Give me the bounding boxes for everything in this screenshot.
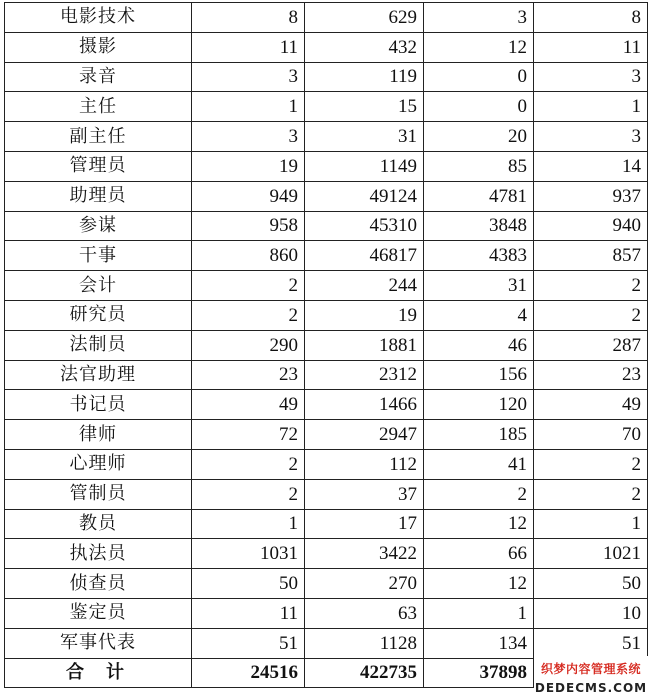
value-cell-c4: 8 — [534, 3, 648, 33]
table-row — [5, 539, 648, 569]
row-label-cell: 律师 — [5, 420, 192, 450]
value-cell-c1: 8 — [192, 3, 305, 33]
value-cell-c3: 46 — [424, 330, 534, 360]
value-cell-c1: 50 — [192, 569, 305, 599]
table-row — [5, 211, 648, 241]
value-cell-c4: 11 — [534, 32, 648, 62]
row-label-cell: 管理员 — [5, 151, 192, 181]
table-row — [5, 330, 648, 360]
value-cell-c4: 70 — [534, 420, 648, 450]
value-cell-c4: 937 — [534, 181, 648, 211]
value-cell-c2: 119 — [305, 62, 424, 92]
row-label-cell: 会计 — [5, 271, 192, 301]
table-row — [5, 449, 648, 479]
table-row — [5, 181, 648, 211]
value-cell-c3: 134 — [424, 628, 534, 658]
value-cell-c1: 2 — [192, 271, 305, 301]
value-cell-c1: 2 — [192, 449, 305, 479]
row-label-cell: 法官助理 — [5, 360, 192, 390]
table-row — [5, 509, 648, 539]
value-cell-c2: 46817 — [305, 241, 424, 271]
value-cell-c3: 4383 — [424, 241, 534, 271]
table-row — [5, 32, 648, 62]
row-label-cell: 军事代表 — [5, 628, 192, 658]
value-cell-c1: 11 — [192, 32, 305, 62]
value-cell-c4: 857 — [534, 241, 648, 271]
value-cell-c3: 185 — [424, 420, 534, 450]
value-cell-c3: 1 — [424, 598, 534, 628]
value-cell-c2: 112 — [305, 449, 424, 479]
row-label-cell: 侦查员 — [5, 569, 192, 599]
value-cell-c3: 4 — [424, 300, 534, 330]
value-cell-c2: 432 — [305, 32, 424, 62]
table-body — [5, 3, 648, 688]
row-label-cell: 教员 — [5, 509, 192, 539]
value-cell-c1: 51 — [192, 628, 305, 658]
row-label-cell: 鉴定员 — [5, 598, 192, 628]
table-row — [5, 360, 648, 390]
value-cell-c2: 37 — [305, 479, 424, 509]
value-cell-c2: 1128 — [305, 628, 424, 658]
value-cell-c4: 1021 — [534, 539, 648, 569]
table-row — [5, 390, 648, 420]
value-cell-c4: 287 — [534, 330, 648, 360]
value-cell-c3: 120 — [424, 390, 534, 420]
value-cell-c4: 3 — [534, 62, 648, 92]
value-cell-c3: 20 — [424, 122, 534, 152]
watermark-logo — [534, 656, 648, 696]
table-row — [5, 122, 648, 152]
value-cell-c1: 1 — [192, 509, 305, 539]
value-cell-c3: 66 — [424, 539, 534, 569]
value-cell-c1: 860 — [192, 241, 305, 271]
value-cell-c3: 3 — [424, 3, 534, 33]
value-cell-c4: 1 — [534, 509, 648, 539]
row-label-cell: 录音 — [5, 62, 192, 92]
value-cell-c2: 629 — [305, 3, 424, 33]
value-cell-c3: 0 — [424, 62, 534, 92]
value-cell-c4: 10 — [534, 598, 648, 628]
value-cell-c3: 12 — [424, 32, 534, 62]
value-cell-c2: 45310 — [305, 211, 424, 241]
value-cell-c3: 3848 — [424, 211, 534, 241]
value-cell-c2: 1466 — [305, 390, 424, 420]
value-cell-c2: 19 — [305, 300, 424, 330]
value-cell-c1: 958 — [192, 211, 305, 241]
value-cell-c1: 3 — [192, 122, 305, 152]
value-cell-c4: 2 — [534, 271, 648, 301]
value-cell-c1: 2 — [192, 300, 305, 330]
value-cell-c1: 23 — [192, 360, 305, 390]
watermark-line2: DEDECMS.COM — [534, 681, 648, 695]
value-cell-c2: 270 — [305, 569, 424, 599]
value-cell-c1: 11 — [192, 598, 305, 628]
table-row — [5, 628, 648, 658]
value-cell-c2: 422735 — [305, 658, 424, 688]
value-cell-c1: 2 — [192, 479, 305, 509]
value-cell-c3: 37898 — [424, 658, 534, 688]
value-cell-c3: 4781 — [424, 181, 534, 211]
value-cell-c4: 940 — [534, 211, 648, 241]
row-label-cell: 电影技术 — [5, 3, 192, 33]
table-row — [5, 271, 648, 301]
value-cell-c2: 2947 — [305, 420, 424, 450]
value-cell-c3: 41 — [424, 449, 534, 479]
row-label-cell: 合计 — [5, 658, 192, 688]
value-cell-c2: 17 — [305, 509, 424, 539]
value-cell-c2: 15 — [305, 92, 424, 122]
value-cell-c3: 12 — [424, 509, 534, 539]
value-cell-c1: 1031 — [192, 539, 305, 569]
table-row — [5, 241, 648, 271]
value-cell-c2: 1149 — [305, 151, 424, 181]
row-label-cell: 主任 — [5, 92, 192, 122]
value-cell-c3: 156 — [424, 360, 534, 390]
value-cell-c2: 3422 — [305, 539, 424, 569]
table-row — [5, 569, 648, 599]
value-cell-c4: 23 — [534, 360, 648, 390]
value-cell-c2: 31 — [305, 122, 424, 152]
value-cell-c4: 2 — [534, 479, 648, 509]
value-cell-c1: 19 — [192, 151, 305, 181]
value-cell-c3: 12 — [424, 569, 534, 599]
row-label-cell: 心理师 — [5, 449, 192, 479]
row-label-cell: 参谋 — [5, 211, 192, 241]
value-cell-c3: 0 — [424, 92, 534, 122]
value-cell-c4: 14 — [534, 151, 648, 181]
row-label-cell: 研究员 — [5, 300, 192, 330]
value-cell-c4: 51 — [534, 628, 648, 658]
value-cell-c2: 49124 — [305, 181, 424, 211]
table-row — [5, 598, 648, 628]
value-cell-c1: 1 — [192, 92, 305, 122]
row-label-cell: 执法员 — [5, 539, 192, 569]
value-cell-c3: 2 — [424, 479, 534, 509]
value-cell-c2: 244 — [305, 271, 424, 301]
row-label-cell: 副主任 — [5, 122, 192, 152]
row-label-cell: 干事 — [5, 241, 192, 271]
table-row — [5, 151, 648, 181]
value-cell-c4: 49 — [534, 390, 648, 420]
value-cell-c1: 24516 — [192, 658, 305, 688]
table-row — [5, 62, 648, 92]
value-cell-c1: 290 — [192, 330, 305, 360]
row-label-cell: 法制员 — [5, 330, 192, 360]
row-label-cell: 管制员 — [5, 479, 192, 509]
value-cell-c3: 85 — [424, 151, 534, 181]
value-cell-c1: 949 — [192, 181, 305, 211]
row-label-cell: 书记员 — [5, 390, 192, 420]
value-cell-c2: 63 — [305, 598, 424, 628]
value-cell-c1: 3 — [192, 62, 305, 92]
row-label-cell: 摄影 — [5, 32, 192, 62]
value-cell-c1: 49 — [192, 390, 305, 420]
table-row — [5, 92, 648, 122]
row-label-cell: 助理员 — [5, 181, 192, 211]
value-cell-c4: 1 — [534, 92, 648, 122]
value-cell-c2: 2312 — [305, 360, 424, 390]
table-row — [5, 420, 648, 450]
value-cell-c3: 31 — [424, 271, 534, 301]
value-cell-c4: 50 — [534, 569, 648, 599]
table-row — [5, 300, 648, 330]
value-cell-c2: 1881 — [305, 330, 424, 360]
value-cell-c4: 2 — [534, 300, 648, 330]
value-cell-c4: 2 — [534, 449, 648, 479]
value-cell-c1: 72 — [192, 420, 305, 450]
statistics-table — [4, 2, 648, 688]
table-row — [5, 479, 648, 509]
value-cell-c4: 3 — [534, 122, 648, 152]
watermark-line1: 织梦内容管理系统 — [540, 662, 641, 676]
table-row — [5, 3, 648, 33]
